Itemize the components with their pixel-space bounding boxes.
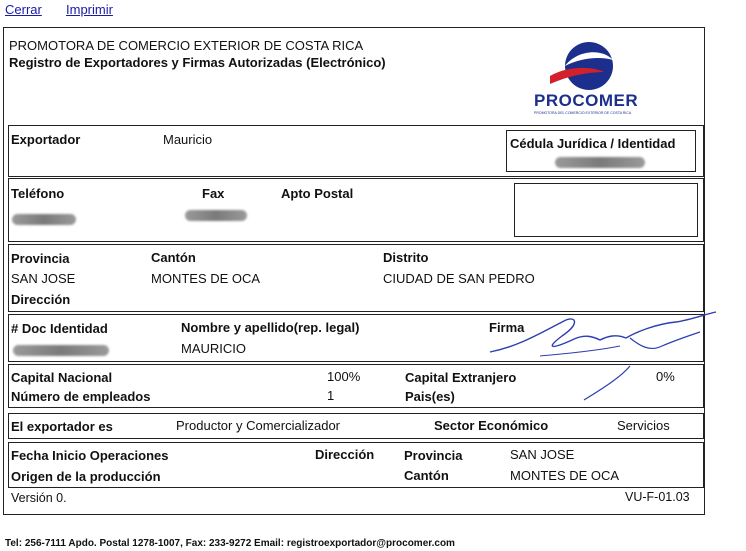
doc-id-label: # Doc Identidad (11, 321, 108, 336)
version-label: Versión 0. (11, 491, 67, 505)
operations-canton-label: Cantón (404, 468, 449, 483)
org-title: PROMOTORA DE COMERCIO EXTERIOR DE COSTA RICA (9, 38, 364, 53)
start-date-label: Fecha Inicio Operaciones (11, 448, 169, 463)
location-section (8, 244, 704, 312)
foreign-capital-label: Capital Extranjero (405, 370, 517, 385)
logo-globe-icon (532, 36, 642, 96)
countries-label: Pais(es) (405, 389, 455, 404)
district-label: Distrito (383, 250, 429, 265)
exporter-section (8, 125, 704, 177)
national-capital-value: 100% (327, 369, 361, 384)
logo-name: PROCOMER (534, 91, 639, 110)
operations-province-label: Provincia (404, 448, 463, 463)
exporter-value: Mauricio (163, 132, 213, 147)
print-link[interactable]: Imprimir (66, 2, 113, 17)
contact-section (8, 178, 704, 242)
id-redacted (555, 157, 645, 168)
legal-name-label: Nombre y apellido(rep. legal) (181, 320, 360, 335)
doc-id-redacted (13, 345, 109, 356)
operations-section (8, 442, 704, 488)
fax-redacted (185, 210, 247, 221)
registry-title: Registro de Exportadores y Firmas Autorizadas (Electrónico) (9, 55, 386, 70)
foreign-capital-value: 0% (656, 369, 675, 384)
origin-label: Origen de la producción (11, 469, 161, 484)
id-box (506, 130, 696, 172)
operations-address-label: Dirección (315, 447, 375, 462)
province-value: SAN JOSE (11, 271, 76, 286)
district-value: CIUDAD DE SAN PEDRO (383, 271, 535, 286)
exporter-type-section (8, 413, 704, 439)
procomer-logo (532, 36, 642, 120)
exporter-type-label: El exportador es (11, 419, 113, 434)
operations-canton-value: MONTES DE OCA (510, 468, 620, 483)
logo-tagline: PROMOTORA DEL COMERCIO EXTERIOR DE COSTA RICA (534, 111, 632, 115)
id-label: Cédula Jurídica / Identidad (510, 136, 676, 151)
canton-label: Cantón (151, 250, 196, 265)
operations-province-value: SAN JOSE (510, 447, 575, 462)
national-capital-label: Capital Nacional (11, 370, 113, 385)
capital-section (8, 364, 704, 408)
exporter-type-value: Productor y Comercializador (176, 418, 341, 433)
signature-label: Firma (489, 320, 525, 335)
po-box-field (514, 183, 698, 237)
exporter-label: Exportador (11, 132, 81, 147)
close-link[interactable]: Cerrar (5, 2, 42, 17)
province-label: Provincia (11, 251, 70, 266)
phone-label: Teléfono (11, 186, 65, 201)
legal-name-value: MAURICIO (181, 341, 246, 356)
fax-label: Fax (202, 186, 225, 201)
employees-label: Número de empleados (11, 389, 151, 404)
canton-value: MONTES DE OCA (151, 271, 261, 286)
phone-redacted (12, 214, 76, 225)
employees-value: 1 (327, 388, 335, 403)
sector-label: Sector Económico (434, 418, 549, 433)
po-box-label: Apto Postal (281, 186, 354, 201)
address-label: Dirección (11, 292, 71, 307)
form-code: VU-F-01.03 (625, 490, 690, 504)
contact-footer: Tel: 256-7111 Apdo. Postal 1278-1007, Fax: 233-9272 Email: registroexportador@procomer.com (5, 538, 455, 549)
sector-value: Servicios (617, 418, 670, 433)
